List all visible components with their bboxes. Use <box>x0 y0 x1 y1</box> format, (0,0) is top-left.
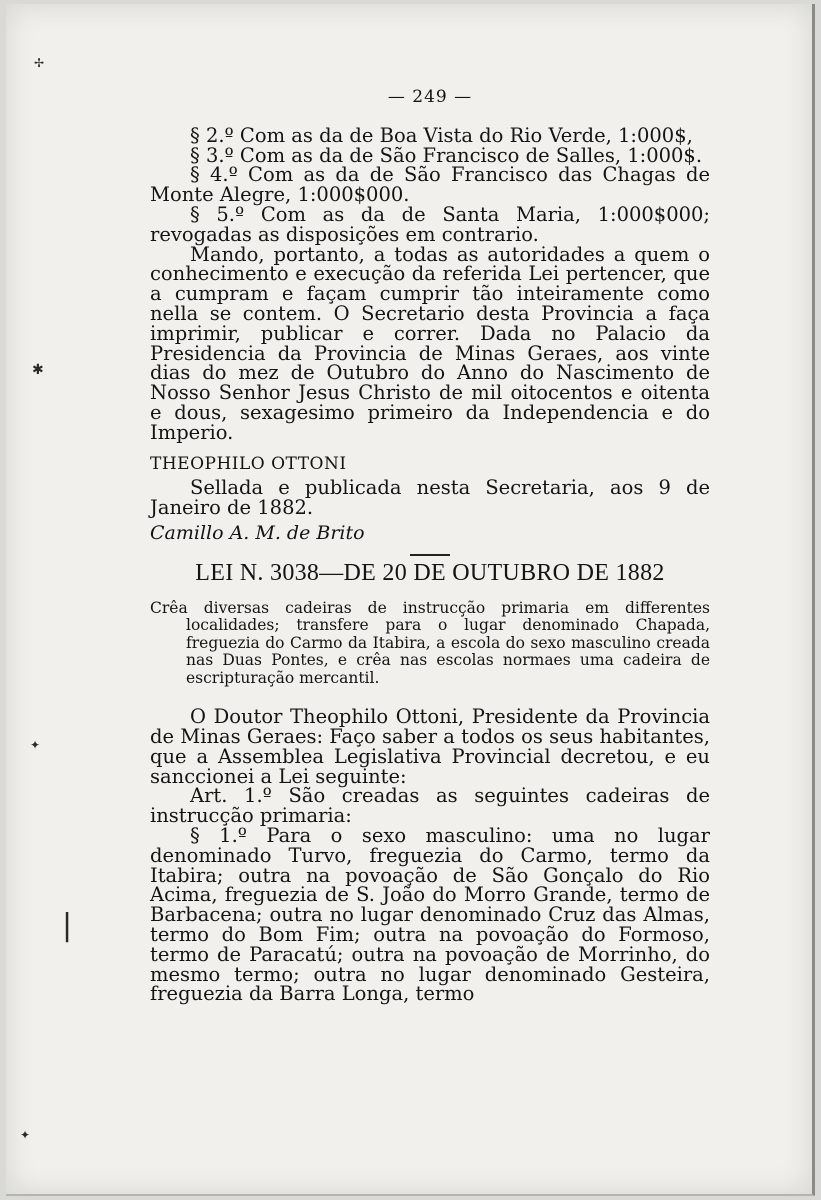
paragraph-section-1: § 1.º Para o sexo masculino: uma no lugar denominado Turvo, freguezia do Carmo, termo da Itabira; outra na povoação de São Gonçalo do Rio Acima, freguezia de S. João do Morro Grande, termo de Barbacena; outra no lugar denominado Cruz das Almas, termo do Bom Fim; outra na povoação do Formoso, termo de Paracatú; outra na povoação de Morrinho, do mesmo termo; outra no lugar denominado Gesteira, freguezia da Barra Longa, termo <box>150 824 710 1006</box>
document-body <box>150 88 710 1004</box>
paragraph-section-3: § 3.º Com as da de São Francisco de Salles, 1:000$. <box>190 143 703 167</box>
paragraph-mando: Mando, portanto, a todas as autoridades a quem o conhecimento e execução da referida Lei pertencer, que a cumpram e façam cumprir tão inteiramente como nella se contem. O Secretario desta Provincia a faça imprimir, publicar e correr. Dada no Palacio da Presidencia da Provincia de Minas Geraes, aos vinte dias do mez de Outubro do Anno do Nascimento de Nosso Senhor Jesus Christo de mil oitocentos e oitenta e dous, sexagesimo primeiro da Independencia e do Imperio. <box>150 242 710 444</box>
scanned-page <box>6 4 815 1196</box>
paragraph-section-2: § 2.º Com as da de Boa Vista do Rio Verde, 1:000$, <box>190 123 693 147</box>
paragraph-article-1: Art. 1.º São creadas as seguintes cadeiras de instrucção primaria: <box>150 784 710 828</box>
law-summary: Crêa diversas cadeiras de instrucção primaria em differentes localidades; transfere para o lugar denominado Chapada, freguezia do Carmo da Itabira, a escola do sexo masculino creada nas Duas Pontes, e crêa nas escolas normaes uma cadeira de escripturação mercantil. <box>150 598 710 687</box>
ink-speck: ✦ <box>20 1128 31 1142</box>
paragraph-preamble: O Doutor Theophilo Ottoni, Presidente da Provincia de Minas Geraes: Faço saber a todos os seus habitantes, que a Assemblea Legislativa Provincial decretou, e eu sanccionei a Lei seguinte: <box>150 705 710 788</box>
page-number: — 249 — <box>387 87 473 107</box>
paragraph-sealed: Sellada e publicada nesta Secretaria, aos 9 de Janeiro de 1882. <box>150 476 710 520</box>
law-title: LEI N. 3038—DE 20 DE OUTUBRO DE 1882 <box>195 559 665 586</box>
separator-rule <box>410 554 450 556</box>
ink-speck: | <box>62 908 73 943</box>
signature-governor: THEOPHILO OTTONI <box>150 453 347 474</box>
paragraph-section-5: § 5.º Com as da de Santa Maria, 1:000$000; revogadas as disposições em contrario. <box>150 202 710 246</box>
signature-secretary: Camillo A. M. de Brito <box>150 521 365 544</box>
paragraph-section-4: § 4.º Com as da de São Francisco das Chagas de Monte Alegre, 1:000$000. <box>150 163 710 207</box>
ink-speck: ✱ <box>32 362 44 378</box>
ink-speck: ✢ <box>34 56 45 70</box>
ink-speck: ✦ <box>30 738 41 752</box>
